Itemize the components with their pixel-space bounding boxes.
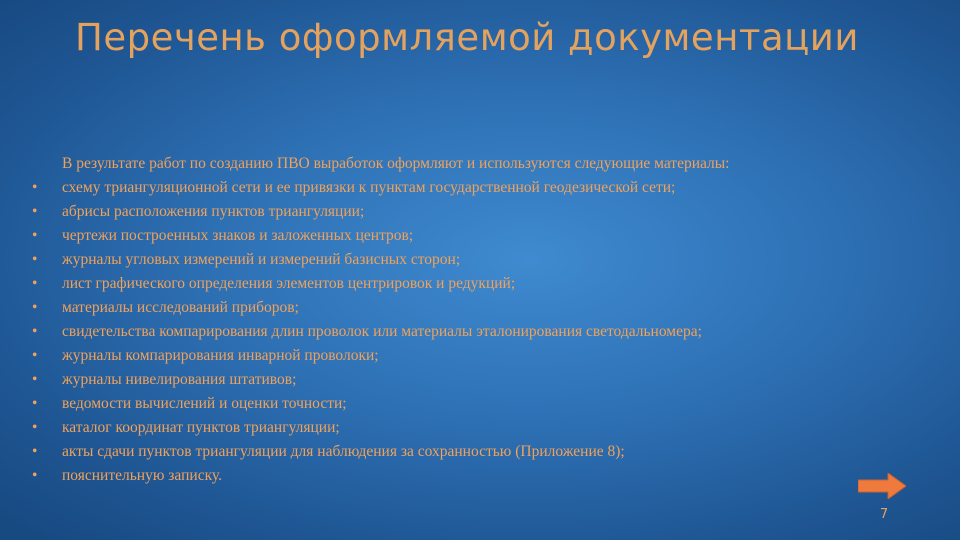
bullet: • xyxy=(32,443,38,460)
list-item-text: свидетельства компарирования длин проволок или материалы эталонирования светодальномера; xyxy=(62,323,702,340)
list-item-text: журналы компарирования инварной проволоки; xyxy=(62,347,379,364)
list-item-text: журналы нивелирования штативов; xyxy=(62,371,297,388)
bullet: • xyxy=(32,227,38,244)
list-item-text: абрисы расположения пунктов триангуляции; xyxy=(62,203,365,220)
list-item xyxy=(32,272,932,296)
list-item-text: ведомости вычислений и оценки точности; xyxy=(62,395,347,412)
bullet: • xyxy=(32,275,38,292)
list-item-text: журналы угловых измерений и измерений базисных сторон; xyxy=(62,251,461,268)
list-item xyxy=(32,440,932,464)
bullet: • xyxy=(32,203,38,220)
materials-list xyxy=(32,176,932,488)
list-item xyxy=(32,464,932,488)
bullet: • xyxy=(32,179,38,196)
list-item xyxy=(32,392,932,416)
list-item xyxy=(32,344,932,368)
list-item xyxy=(32,200,932,224)
list-item-text: схему триангуляционной сети и ее привязки к пунктам государственной геодезической сети; xyxy=(62,179,676,196)
bullet: • xyxy=(32,419,38,436)
bullet: • xyxy=(32,467,38,484)
bullet: • xyxy=(32,251,38,268)
list-item xyxy=(32,416,932,440)
slide-content xyxy=(32,152,932,488)
list-item-text: пояснительную записку. xyxy=(62,467,222,484)
list-item xyxy=(32,368,932,392)
arrow-shape xyxy=(858,473,906,499)
bullet: • xyxy=(32,371,38,388)
page-number: 7 xyxy=(879,507,889,522)
list-item-text: лист графического определения элементов центрировок и редукций; xyxy=(62,275,516,292)
bullet: • xyxy=(32,347,38,364)
right-arrow-icon[interactable] xyxy=(858,473,906,499)
bullet: • xyxy=(32,323,38,340)
list-item xyxy=(32,176,932,200)
list-item-text: материалы исследований приборов; xyxy=(62,299,299,316)
list-item xyxy=(32,296,932,320)
bullet: • xyxy=(32,395,38,412)
list-item xyxy=(32,224,932,248)
slide-title: Перечень оформляемой документации xyxy=(75,16,859,59)
list-item-text: чертежи построенных знаков и заложенных центров; xyxy=(62,227,414,244)
list-item xyxy=(32,320,932,344)
bullet: • xyxy=(32,299,38,316)
list-item xyxy=(32,248,932,272)
list-item-text: акты сдачи пунктов триангуляции для наблюдения за сохранностью (Приложение 8); xyxy=(62,443,625,460)
intro-text: В результате работ по созданию ПВО выработок оформляют и используются следующие материалы: xyxy=(62,155,730,172)
list-item-text: каталог координат пунктов триангуляции; xyxy=(62,419,340,436)
